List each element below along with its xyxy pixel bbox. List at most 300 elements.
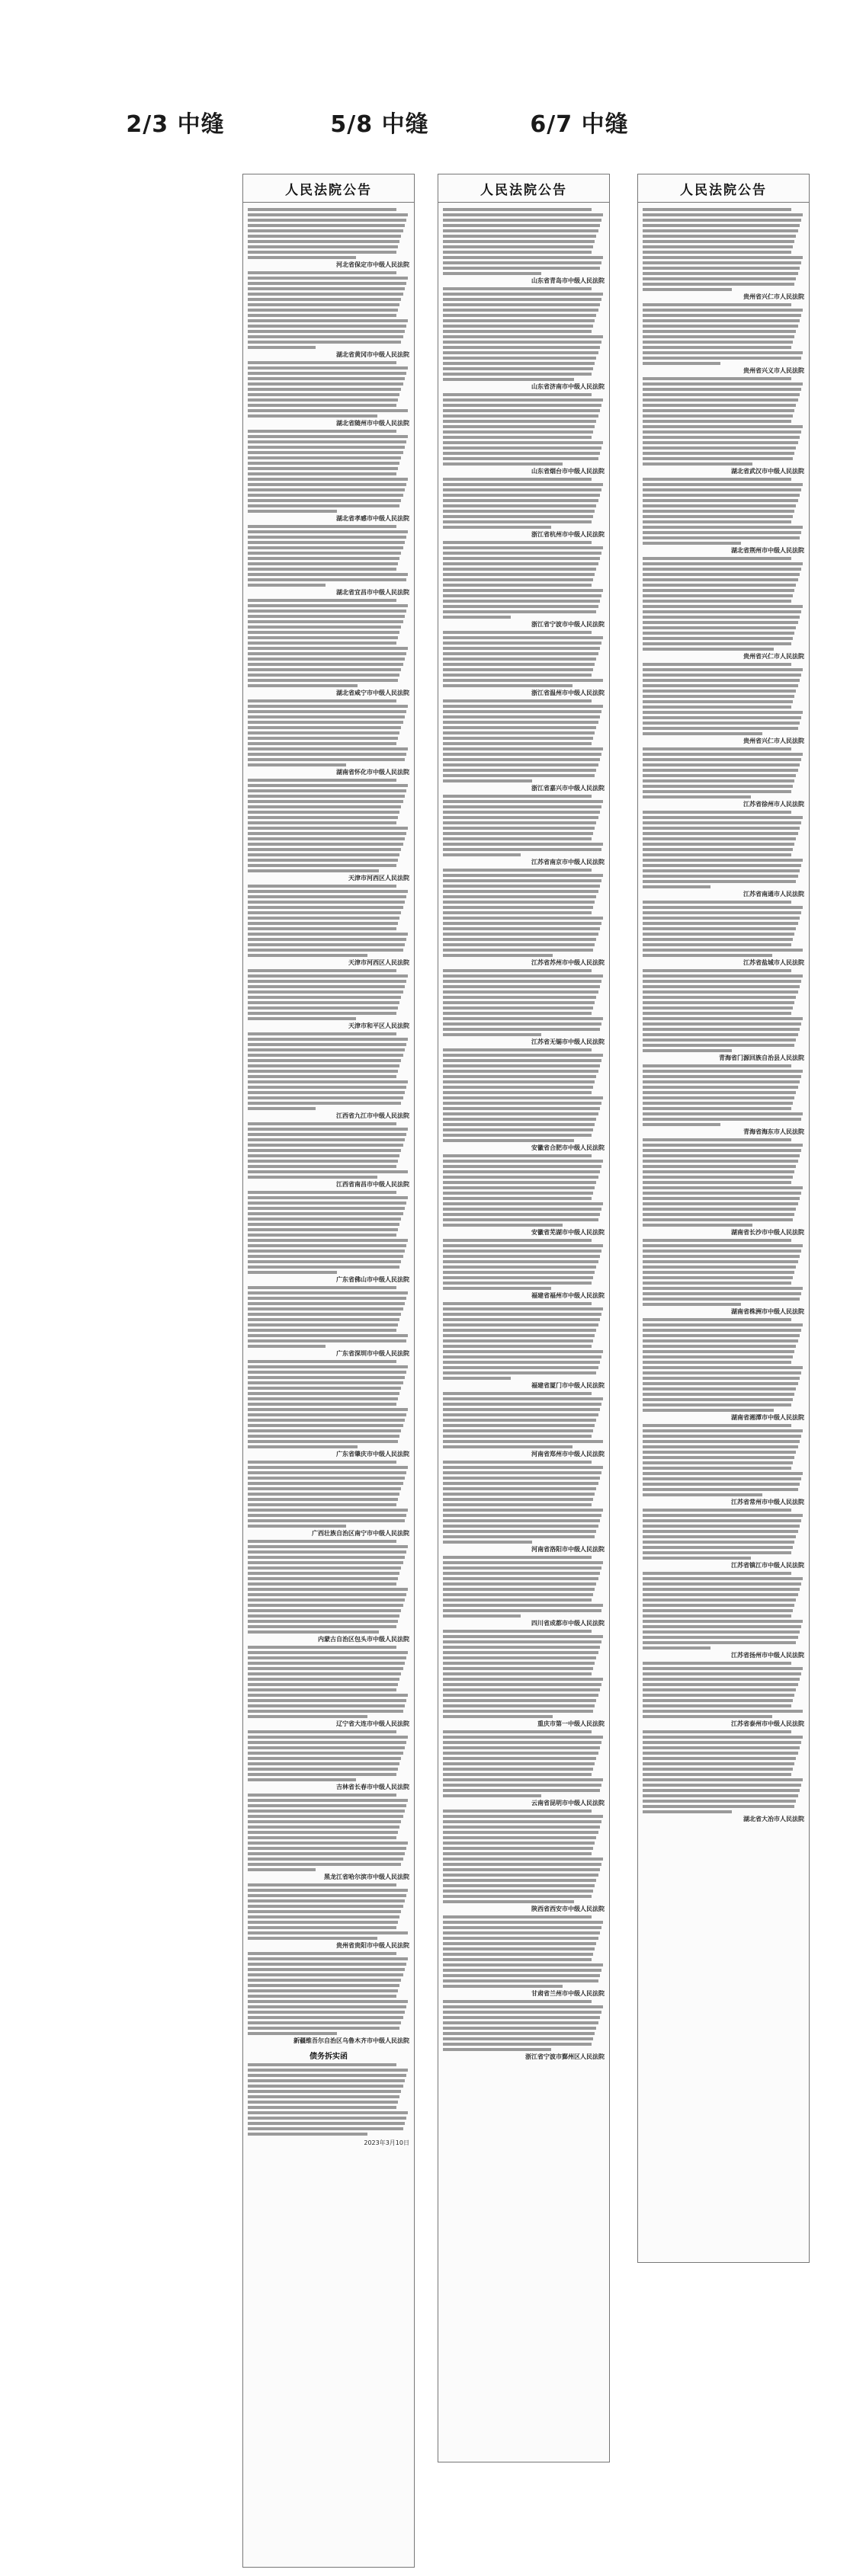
text-line bbox=[443, 949, 593, 952]
text-line bbox=[643, 414, 793, 418]
text-line bbox=[443, 1820, 601, 1823]
text-line bbox=[643, 1572, 791, 1575]
notice-text bbox=[643, 1662, 804, 1718]
court-name: 重庆市第一中级人民法院 bbox=[537, 1720, 605, 1727]
text-line bbox=[643, 1091, 796, 1094]
text-line bbox=[248, 1212, 403, 1215]
text-line bbox=[248, 2016, 403, 2019]
text-line bbox=[643, 706, 791, 709]
text-line bbox=[643, 1112, 803, 1115]
notice-text bbox=[443, 1302, 605, 1380]
text-line bbox=[443, 1086, 593, 1089]
text-line bbox=[248, 293, 403, 296]
text-line bbox=[443, 1154, 592, 1157]
text-line bbox=[643, 1033, 798, 1036]
text-line bbox=[643, 1525, 800, 1528]
text-line bbox=[643, 325, 798, 328]
text-line bbox=[248, 1329, 396, 1332]
text-line bbox=[643, 568, 801, 571]
text-line bbox=[643, 1382, 798, 1385]
text-line bbox=[443, 943, 595, 946]
text-line bbox=[643, 1424, 791, 1427]
text-line bbox=[248, 1883, 396, 1886]
text-line bbox=[443, 1826, 600, 1829]
text-line bbox=[248, 1794, 396, 1797]
text-line bbox=[443, 229, 598, 232]
text-line bbox=[443, 213, 603, 216]
text-line bbox=[443, 1974, 600, 1977]
notice-text bbox=[248, 1032, 409, 1110]
text-line bbox=[248, 1899, 405, 1902]
notice-text bbox=[643, 1064, 804, 1126]
text-line bbox=[443, 911, 592, 914]
text-line bbox=[643, 1598, 796, 1602]
text-line bbox=[248, 1979, 401, 1982]
text-line bbox=[643, 684, 798, 687]
text-line bbox=[248, 1577, 398, 1580]
text-line bbox=[443, 1498, 593, 1501]
text-line bbox=[248, 1572, 399, 1575]
text-line bbox=[248, 1989, 398, 1992]
text-line bbox=[643, 811, 791, 814]
text-line bbox=[248, 811, 399, 814]
text-line bbox=[248, 1154, 399, 1157]
court-name: 新疆维吾尔自治区乌鲁木齐市中级人民法院 bbox=[293, 2037, 409, 2044]
text-line bbox=[643, 758, 801, 761]
text-line bbox=[248, 853, 399, 856]
text-line bbox=[443, 1361, 600, 1364]
text-line bbox=[248, 2090, 401, 2093]
text-line bbox=[248, 1826, 399, 1829]
text-line bbox=[248, 2101, 398, 2104]
text-line bbox=[248, 737, 398, 740]
text-line bbox=[443, 1778, 603, 1781]
text-line bbox=[443, 319, 595, 322]
text-line bbox=[248, 1815, 403, 1818]
text-line bbox=[643, 1614, 791, 1618]
text-line bbox=[248, 435, 408, 438]
text-line bbox=[248, 1662, 405, 1665]
text-line bbox=[643, 732, 762, 735]
text-line bbox=[248, 1561, 403, 1564]
text-line bbox=[443, 1435, 592, 1438]
court-name: 四川省成都市中级人民法院 bbox=[531, 1620, 605, 1627]
text-line bbox=[643, 1271, 794, 1274]
text-line bbox=[643, 267, 800, 270]
text-line bbox=[443, 1266, 596, 1269]
text-line bbox=[643, 1762, 794, 1765]
text-line bbox=[248, 2032, 337, 2035]
notice-text bbox=[248, 361, 409, 418]
text-line bbox=[643, 393, 800, 396]
text-line bbox=[443, 552, 601, 555]
text-line bbox=[248, 504, 399, 507]
text-line bbox=[248, 1799, 408, 1802]
text-line bbox=[248, 377, 405, 380]
court-name: 广东省深圳市中级人民法院 bbox=[336, 1350, 409, 1357]
text-line bbox=[643, 420, 791, 423]
text-line bbox=[443, 526, 551, 529]
text-line bbox=[643, 1276, 793, 1279]
text-line bbox=[248, 816, 398, 819]
text-line bbox=[643, 1049, 732, 1052]
notice-text bbox=[443, 1392, 605, 1448]
court-name: 甘肃省兰州市中级人民法院 bbox=[531, 1990, 605, 1997]
text-line bbox=[443, 1831, 598, 1834]
text-line bbox=[248, 1102, 401, 1105]
text-line bbox=[443, 2000, 592, 2003]
text-line bbox=[248, 578, 406, 581]
text-line bbox=[248, 1202, 406, 1205]
text-line bbox=[443, 1334, 595, 1337]
text-line bbox=[443, 848, 601, 851]
text-line bbox=[643, 388, 801, 391]
text-line bbox=[248, 1387, 401, 1390]
text-line bbox=[248, 251, 396, 254]
notice-column-1 bbox=[242, 174, 415, 2568]
text-line bbox=[248, 705, 408, 708]
text-line bbox=[248, 1038, 408, 1041]
text-line bbox=[443, 515, 593, 518]
text-line bbox=[643, 722, 800, 725]
court-name: 河南省洛阳市中级人民法院 bbox=[531, 1546, 605, 1553]
court-name: 山东省青岛市中级人民法院 bbox=[531, 277, 605, 284]
text-line bbox=[443, 1128, 593, 1131]
text-line bbox=[443, 1858, 603, 1861]
text-line bbox=[248, 1313, 401, 1316]
text-line bbox=[443, 1440, 603, 1443]
notice-text bbox=[443, 795, 605, 856]
text-line bbox=[248, 1376, 405, 1379]
text-line bbox=[643, 1096, 794, 1099]
text-line bbox=[643, 584, 796, 587]
text-line bbox=[443, 362, 595, 365]
text-line bbox=[443, 1064, 600, 1067]
text-line bbox=[643, 1736, 803, 1739]
text-line bbox=[443, 1715, 553, 1718]
text-line bbox=[248, 1413, 406, 1416]
text-line bbox=[643, 1334, 800, 1337]
text-line bbox=[443, 1091, 592, 1094]
text-line bbox=[643, 1350, 794, 1353]
text-line bbox=[643, 901, 791, 904]
text-line bbox=[248, 1307, 403, 1310]
text-line bbox=[443, 2037, 593, 2040]
court-name: 青海省海东市人民法院 bbox=[743, 1128, 804, 1135]
text-line bbox=[248, 668, 401, 671]
court-name: 黑龙江省哈尔滨市中级人民法院 bbox=[324, 1874, 409, 1880]
text-line bbox=[643, 510, 794, 513]
text-line bbox=[248, 1487, 401, 1490]
text-line bbox=[643, 1250, 801, 1253]
notice-text bbox=[248, 1122, 409, 1179]
notice-text bbox=[643, 1509, 804, 1560]
text-line bbox=[248, 224, 405, 227]
text-line bbox=[248, 1424, 403, 1427]
text-line bbox=[443, 610, 596, 613]
text-line bbox=[248, 1477, 405, 1480]
text-line bbox=[443, 245, 593, 248]
text-line bbox=[248, 974, 408, 978]
text-line bbox=[248, 584, 326, 587]
text-line bbox=[443, 636, 603, 639]
text-line bbox=[248, 620, 403, 623]
text-line bbox=[443, 832, 593, 835]
text-line bbox=[443, 256, 603, 259]
text-line bbox=[643, 520, 791, 523]
text-line bbox=[248, 1614, 399, 1618]
text-line bbox=[643, 288, 732, 291]
text-line bbox=[643, 526, 803, 529]
text-line bbox=[248, 663, 403, 666]
notice-text bbox=[643, 1572, 804, 1650]
text-line bbox=[443, 2027, 596, 2030]
text-line bbox=[443, 1059, 601, 1062]
court-name: 湖北省孝感市中级人民法院 bbox=[336, 515, 409, 522]
text-line bbox=[248, 954, 367, 957]
notice-column-2 bbox=[438, 174, 610, 2462]
text-line bbox=[443, 1355, 601, 1358]
court-name: 辽宁省大连市中级人民法院 bbox=[336, 1720, 409, 1727]
text-line bbox=[248, 2027, 399, 2030]
text-line bbox=[643, 1741, 801, 1744]
text-line bbox=[248, 499, 401, 502]
text-line bbox=[248, 1736, 408, 1739]
text-line bbox=[443, 901, 595, 904]
text-line bbox=[643, 1646, 710, 1650]
text-line bbox=[248, 1752, 403, 1755]
text-line bbox=[443, 1958, 592, 1961]
text-line bbox=[643, 711, 803, 714]
text-line bbox=[643, 1789, 800, 1792]
text-line bbox=[443, 1572, 600, 1575]
notice-date: 2023年3月10日 bbox=[364, 2139, 409, 2146]
text-line bbox=[248, 1952, 396, 1955]
text-line bbox=[443, 710, 601, 713]
text-line bbox=[643, 642, 791, 645]
text-line bbox=[248, 1683, 398, 1686]
text-line bbox=[643, 1704, 791, 1707]
text-line bbox=[643, 1260, 798, 1263]
text-line bbox=[248, 985, 405, 988]
text-line bbox=[248, 2127, 403, 2130]
text-line bbox=[443, 452, 600, 455]
notice-text bbox=[643, 478, 804, 545]
text-line bbox=[643, 1461, 793, 1464]
notice-text bbox=[643, 1318, 804, 1412]
text-line bbox=[643, 974, 803, 978]
text-line bbox=[443, 1921, 603, 1924]
text-line bbox=[643, 251, 791, 254]
notice-text bbox=[443, 208, 605, 275]
text-line bbox=[248, 1519, 405, 1522]
text-line bbox=[443, 462, 563, 466]
notice-text bbox=[443, 1630, 605, 1718]
text-line bbox=[248, 277, 408, 280]
text-line bbox=[643, 1318, 791, 1321]
text-line bbox=[248, 361, 396, 364]
text-line bbox=[643, 436, 800, 439]
text-line bbox=[643, 1773, 791, 1776]
text-line bbox=[443, 1413, 598, 1416]
text-line bbox=[248, 245, 398, 248]
notice-text bbox=[443, 969, 605, 1036]
text-line bbox=[443, 800, 603, 803]
text-line bbox=[643, 610, 801, 613]
text-line bbox=[443, 874, 603, 877]
text-line bbox=[443, 774, 595, 777]
text-line bbox=[643, 1017, 803, 1020]
text-line bbox=[248, 1207, 405, 1210]
text-line bbox=[443, 420, 596, 423]
text-line bbox=[643, 1609, 793, 1612]
text-line bbox=[643, 779, 794, 782]
text-line bbox=[443, 335, 603, 338]
text-line bbox=[643, 1493, 762, 1496]
text-line bbox=[248, 604, 408, 607]
text-line bbox=[443, 1471, 601, 1474]
court-name: 江西省九江市中级人民法院 bbox=[336, 1112, 409, 1119]
text-line bbox=[443, 1197, 592, 1200]
text-line bbox=[643, 1393, 794, 1396]
text-line bbox=[248, 906, 403, 909]
text-line bbox=[443, 1181, 596, 1184]
text-line bbox=[443, 1107, 600, 1110]
court-name: 江苏省苏州市中级人民法院 bbox=[531, 959, 605, 966]
notice-text bbox=[643, 1730, 804, 1813]
text-line bbox=[443, 1329, 596, 1332]
text-line bbox=[643, 605, 803, 608]
text-line bbox=[643, 229, 798, 232]
text-line bbox=[248, 938, 406, 941]
text-line bbox=[643, 1266, 796, 1269]
text-line bbox=[248, 996, 401, 999]
text-line bbox=[443, 1012, 592, 1015]
text-line bbox=[443, 578, 593, 581]
text-line bbox=[248, 779, 396, 782]
text-line bbox=[643, 457, 793, 460]
text-line bbox=[643, 1678, 800, 1681]
text-line bbox=[443, 441, 603, 444]
court-name: 湖南省长沙市中级人民法院 bbox=[731, 1229, 804, 1236]
court-name: 江苏省徐州市人民法院 bbox=[743, 801, 804, 808]
text-line bbox=[643, 1107, 791, 1110]
text-line bbox=[248, 647, 408, 650]
text-line bbox=[248, 1239, 408, 1242]
text-line bbox=[643, 949, 803, 952]
text-line bbox=[643, 1577, 803, 1580]
text-line bbox=[248, 1070, 398, 1073]
text-line bbox=[248, 1894, 406, 1897]
text-line bbox=[443, 721, 598, 724]
text-line bbox=[443, 1170, 600, 1173]
text-line bbox=[443, 1339, 593, 1342]
text-line bbox=[248, 1842, 408, 1845]
text-line bbox=[643, 1730, 791, 1733]
text-line bbox=[248, 699, 396, 702]
text-line bbox=[443, 922, 601, 925]
text-line bbox=[643, 1429, 803, 1432]
text-line bbox=[443, 1123, 595, 1126]
notice-text bbox=[643, 377, 804, 466]
text-line bbox=[248, 325, 406, 328]
text-line bbox=[643, 1345, 796, 1348]
text-line bbox=[643, 1620, 803, 1623]
text-line bbox=[248, 219, 406, 222]
text-line bbox=[643, 1080, 800, 1083]
text-line bbox=[443, 1102, 601, 1105]
text-line bbox=[443, 1794, 541, 1797]
text-line bbox=[443, 2011, 601, 2014]
text-line bbox=[248, 346, 316, 349]
text-line bbox=[248, 1836, 396, 1839]
text-line bbox=[248, 1244, 406, 1247]
text-line bbox=[248, 1286, 396, 1289]
notice-text bbox=[643, 557, 804, 651]
text-line bbox=[248, 1598, 405, 1602]
text-line bbox=[643, 213, 803, 216]
court-name: 浙江省嘉兴市中级人民法院 bbox=[531, 785, 605, 792]
text-line bbox=[248, 1291, 408, 1294]
notice-text bbox=[248, 1540, 409, 1634]
text-line bbox=[443, 436, 592, 439]
text-line bbox=[643, 875, 798, 878]
text-line bbox=[443, 658, 596, 661]
text-line bbox=[248, 2000, 408, 2003]
text-line bbox=[643, 1387, 796, 1390]
text-line bbox=[443, 805, 601, 808]
text-line bbox=[248, 525, 396, 528]
text-line bbox=[248, 1054, 403, 1057]
text-line bbox=[443, 2032, 595, 2035]
text-line bbox=[643, 504, 796, 507]
column-header: 人民法院公告 bbox=[243, 174, 414, 203]
text-line bbox=[643, 1445, 798, 1448]
text-line bbox=[248, 330, 405, 333]
text-line bbox=[443, 494, 600, 497]
text-line bbox=[248, 2063, 396, 2066]
text-line bbox=[643, 985, 800, 988]
court-name: 天津市河西区人民法院 bbox=[348, 959, 409, 966]
text-line bbox=[248, 1525, 346, 1528]
notice-text bbox=[248, 1794, 409, 1871]
text-line bbox=[643, 1239, 791, 1242]
text-line bbox=[443, 917, 603, 920]
text-line bbox=[643, 1361, 791, 1364]
text-line bbox=[443, 769, 596, 772]
text-line bbox=[248, 1550, 406, 1554]
text-line bbox=[443, 1937, 598, 1940]
text-line bbox=[643, 531, 801, 534]
text-line bbox=[443, 1139, 574, 1142]
text-line bbox=[248, 1128, 408, 1131]
text-line bbox=[643, 1472, 803, 1475]
text-line bbox=[643, 1636, 798, 1639]
text-line bbox=[248, 546, 403, 549]
text-line bbox=[643, 990, 798, 994]
text-line bbox=[248, 1509, 408, 1512]
text-line bbox=[248, 610, 406, 613]
text-line bbox=[248, 1910, 401, 1913]
text-line bbox=[443, 1667, 593, 1670]
column-body bbox=[243, 203, 414, 2567]
text-line bbox=[643, 1255, 800, 1258]
text-line bbox=[443, 584, 592, 587]
text-line bbox=[643, 351, 803, 354]
text-line bbox=[443, 753, 601, 756]
notice-column-3 bbox=[637, 174, 810, 2263]
text-line bbox=[443, 906, 593, 909]
